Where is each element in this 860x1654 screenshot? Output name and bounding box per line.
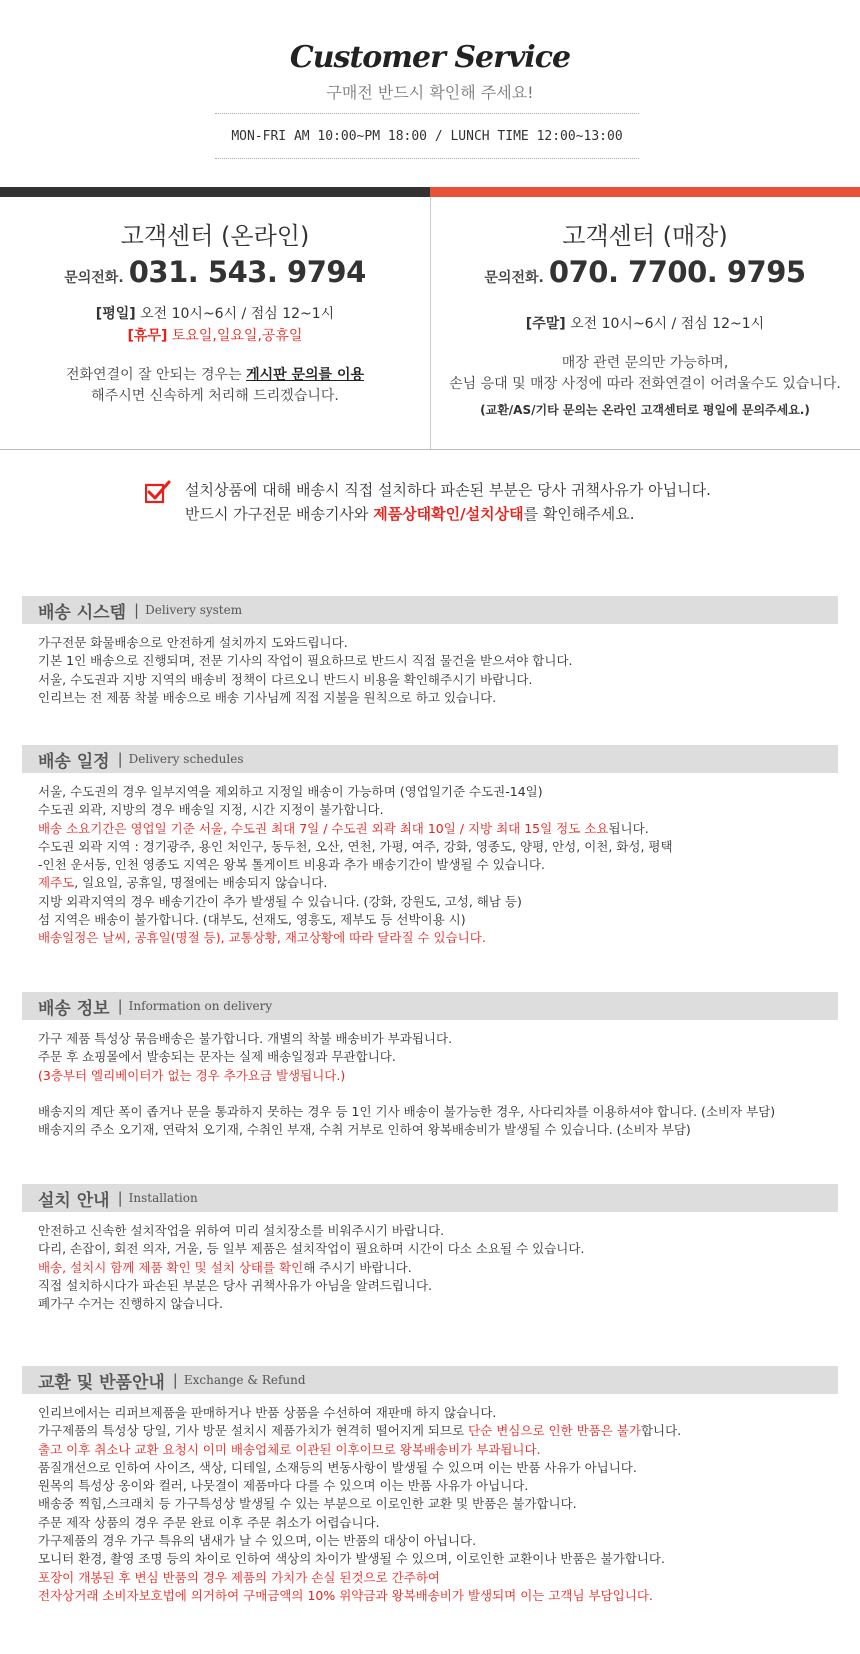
- body-line: 서울, 수도권의 경우 일부지역을 제외하고 지정일 배송이 가능하며 (영업일기준 수도권-14일): [38, 784, 543, 799]
- body-line: 주문 후 쇼핑몰에서 발송되는 문자는 실제 배송일정과 무관합니다.: [38, 1049, 396, 1065]
- section-divider: [0, 449, 860, 450]
- body-highlight: 배송 소요기간은 영업일 기준 서울, 수도권 최대 7일 / 수도권 외곽 최대 10일 / 지방 최대 15일 정도 소요: [38, 820, 609, 836]
- installation-section: [22, 1184, 838, 1313]
- section-title-ko: 배송 시스템: [38, 602, 127, 623]
- section-title-ko: 설치 안내: [38, 1190, 110, 1211]
- body-line: 출고 이후 취소나 교환 요청시 이미 배송업체로 이관된 이후이므로 왕복배송비가 부과됩니다.: [38, 1441, 541, 1457]
- section-body: [22, 624, 838, 707]
- online-center-title: 고객센터 (온라인): [120, 222, 310, 250]
- notice-text: 를 확인해주세요.: [523, 505, 635, 523]
- checkbox-check-icon: [145, 480, 171, 504]
- body-highlight: 단순 변심으로 인한 반품은 불가: [468, 1423, 641, 1439]
- section-title-ko: 배송 일정: [38, 751, 110, 772]
- body-line: 폐가구 수거는 진행하지 않습니다.: [38, 1296, 223, 1312]
- notice-text: 반드시 가구전문 배송기사와: [185, 505, 374, 523]
- body-line: 섬 지역은 배송이 불가합니다. (대부도, 선재도, 영흥도, 제부도 등 선박이용 시): [38, 912, 466, 928]
- delivery-system-section: [22, 596, 838, 707]
- phone-number: 031. 543. 9794: [128, 255, 366, 289]
- body-text: 됩니다.: [608, 820, 649, 836]
- section-title-ko: 교환 및 반품안내: [38, 1372, 165, 1393]
- installation-notice: [145, 478, 765, 526]
- phone-label: 문의전화.: [484, 270, 544, 286]
- section-title-separator: |: [117, 750, 123, 768]
- section-title-en: Delivery system: [145, 603, 243, 617]
- section-title-en: Exchange & Refund: [183, 1373, 306, 1387]
- body-line: [38, 874, 838, 892]
- exchange-refund-section: [22, 1366, 838, 1605]
- body-line: 서울, 수도권과 지방 지역의 배송비 정책이 다르오니 반드시 비용을 확인해주시기 바랍니다.: [38, 671, 533, 687]
- divider-bar-dark: [0, 187, 430, 197]
- section-header: [22, 1366, 838, 1394]
- body-line: 수도권 외곽, 지방의 경우 배송일 지정, 시간 지정이 불가합니다.: [38, 802, 384, 818]
- store-center-phone: [430, 255, 860, 289]
- note-text-2: 해주시면 신속하게 처리해 드리겠습니다.: [91, 388, 339, 404]
- section-title-en: Delivery schedules: [128, 752, 244, 766]
- store-center-panel: [430, 197, 860, 418]
- holiday-info: [0, 325, 430, 345]
- weekday-hours: [0, 303, 430, 323]
- body-line: 인리브에서는 리퍼브제품을 판매하거나 반품 상품을 수선하여 재판매 하지 않습니다.: [38, 1405, 497, 1420]
- section-body: [22, 1394, 838, 1605]
- delivery-schedule-section: [22, 745, 838, 948]
- section-header: [22, 596, 838, 624]
- body-line: 직접 설치하시다가 파손된 부분은 당사 귀책사유가 아님을 알려드립니다.: [38, 1277, 433, 1293]
- online-center-panel: [0, 197, 430, 407]
- body-line: 가구 제품 특성상 묶음배송은 불가합니다. 개별의 착불 배송비가 부과됩니다.: [38, 1031, 453, 1046]
- business-hours-text: MON-FRI AM 10:00~PM 18:00 / LUNCH TIME 12:00~13:00: [231, 128, 623, 144]
- body-line: (3층부터 엘리베이터가 없는 경우 추가요금 발생됩니다.): [38, 1067, 346, 1083]
- body-line: 포장이 개봉된 후 변심 반품의 경우 제품의 가치가 손실 된것으로 간주하여: [38, 1569, 440, 1585]
- note-text: 전화연결이 잘 안되는 경우는: [65, 367, 247, 383]
- body-line: 모니터 환경, 촬영 조명 등의 차이로 인하여 색상의 차이가 발생될 수 있으며, 이로인한 교환이나 반품은 불가합니다.: [38, 1551, 665, 1567]
- body-line: 다리, 손잡이, 회전 의자, 거울, 등 일부 제품은 설치작업이 필요하며 시간이 다소 소요될 수 있습니다.: [38, 1241, 585, 1257]
- section-title-en: Information on delivery: [128, 999, 273, 1013]
- online-center-phone: [0, 255, 430, 289]
- section-body: [22, 1212, 838, 1313]
- body-highlight: 제주도: [38, 875, 75, 891]
- body-text: 합니다.: [640, 1423, 682, 1439]
- spacer: [38, 1085, 838, 1103]
- weekend-hours-text: 오전 10시~6시 / 점심 12~1시: [570, 316, 765, 332]
- body-line: 수도권 외곽 지역 : 경기광주, 용인 처인구, 동두천, 오산, 연천, 가평, 여주, 강화, 영종도, 양평, 안성, 이천, 화성, 평택: [38, 838, 673, 854]
- section-title-separator: |: [117, 997, 123, 1015]
- notice-line-1: 설치상품에 대해 배송시 직접 설치하다 파손된 부분은 당사 귀책사유가 아닙니다.: [185, 481, 711, 499]
- body-line: 기본 1인 배송으로 진행되며, 전문 기사의 작업이 필요하므로 반드시 직접 물건을 받으셔야 합니다.: [38, 653, 573, 669]
- board-inquiry-link[interactable]: 게시판 문의를 이용: [246, 367, 365, 383]
- body-text: 가구제품의 특성상 당일, 기사 방문 설치시 제품가치가 현격히 떨어지게 되므로: [38, 1423, 469, 1439]
- note-text-2: 손님 응대 및 매장 사정에 따라 전화연결이 어려울수도 있습니다.: [449, 376, 841, 392]
- weekend-tag: [주말]: [525, 316, 566, 332]
- online-center-note: [0, 365, 430, 407]
- body-text: , 일요일, 공휴일, 명절에는 배송되지 않습니다.: [74, 875, 328, 891]
- section-body: [22, 773, 838, 948]
- body-line: 가구전문 화물배송으로 안전하게 설치까지 도와드립니다.: [38, 635, 348, 650]
- section-title-en: Installation: [128, 1191, 198, 1205]
- body-line: 배송지의 계단 폭이 좁거나 문을 통과하지 못하는 경우 등 1인 기사 배송이 불가능한 경우, 사다리차를 이용하셔야 합니다. (소비자 부담): [38, 1103, 776, 1119]
- body-line: [38, 1422, 838, 1440]
- body-line: [38, 820, 838, 838]
- section-header: [22, 1184, 838, 1212]
- body-line: 배송일정은 날씨, 공휴일(명절 등), 교통상황, 재고상황에 따라 달라질 수 있습니다.: [38, 930, 486, 946]
- body-line: 전자상거래 소비자보호법에 의거하여 구매금액의 10% 위약금과 왕복배송비가 발생되며 이는 고객님 부담입니다.: [38, 1587, 653, 1603]
- weekend-hours: [430, 313, 860, 333]
- notice-highlight: 제품상태확인/설치상태: [373, 505, 524, 523]
- body-line: -인천 운서동, 인천 영종도 지역은 왕복 톨게이트 비용과 추가 배송기간이 발생될 수 있습니다.: [38, 857, 545, 873]
- note-text-1: 매장 관련 문의만 가능하며,: [561, 355, 729, 371]
- business-hours: [215, 113, 639, 159]
- body-line: 안전하고 신속한 설치작업을 위하여 미리 설치장소를 비워주시기 바랍니다.: [38, 1223, 445, 1238]
- store-center-title: 고객센터 (매장): [562, 222, 728, 250]
- holiday-tag: [휴무]: [127, 328, 168, 344]
- body-highlight: 배송, 설치시 함께 제품 확인 및 설치 상태를 확인: [38, 1259, 304, 1275]
- delivery-info-section: [22, 992, 838, 1139]
- holiday-days: 토요일,일요일,공휴일: [171, 328, 303, 344]
- body-line: 지방 외곽지역의 경우 배송기간이 추가 발생될 수 있습니다. (강화, 강원도, 고성, 해남 등): [38, 893, 522, 909]
- phone-number: 070. 7700. 9795: [548, 255, 806, 289]
- notice-line-2: [185, 502, 765, 526]
- body-line: 원목의 특성상 옹이와 컬러, 나뭇결이 제품마다 다를 수 있으며 이는 반품 사유가 아닙니다.: [38, 1478, 529, 1494]
- weekday-hours-text: 오전 10시~6시 / 점심 12~1시: [140, 306, 335, 322]
- body-line: 배송중 찍힘,스크래치 등 가구특성상 발생될 수 있는 부분으로 이로인한 교환 및 반품은 불가합니다.: [38, 1496, 577, 1512]
- divider-bar-red: [430, 187, 860, 197]
- section-header: [22, 745, 838, 773]
- section-title-ko: 배송 정보: [38, 998, 110, 1019]
- weekday-tag: [평일]: [95, 306, 136, 322]
- section-title-separator: |: [134, 601, 140, 619]
- body-text: 해 주시기 바랍니다.: [303, 1259, 412, 1275]
- store-center-small-note: (교환/AS/기타 문의는 온라인 고객센터로 평일에 문의주세요.): [480, 403, 810, 417]
- section-title-separator: |: [172, 1371, 178, 1389]
- page-subtitle: 구매전 반드시 확인해 주세요!: [326, 83, 534, 102]
- section-header: [22, 992, 838, 1020]
- body-line: 주문 제작 상품의 경우 주문 완료 이후 주문 취소가 어렵습니다.: [38, 1514, 380, 1530]
- body-line: 품질개선으로 인하여 사이즈, 색상, 디테일, 소재등의 변동사항이 발생될 수 있으며 이는 반품 사유가 아닙니다.: [38, 1459, 637, 1475]
- section-title-separator: |: [117, 1189, 123, 1207]
- page-title: Customer Service: [289, 40, 571, 75]
- body-line: 가구제품의 경우 가구 특유의 냄새가 날 수 있으며, 이는 반품의 대상이 아닙니다.: [38, 1533, 477, 1549]
- section-body: [22, 1020, 838, 1139]
- body-line: [38, 1259, 838, 1277]
- phone-label: 문의전화.: [64, 270, 124, 286]
- body-line: 배송지의 주소 오기재, 연락처 오기재, 수취인 부재, 수취 거부로 인하여 왕복배송비가 발생될 수 있습니다. (소비자 부담): [38, 1122, 691, 1138]
- body-line: 인리브는 전 제품 착불 배송으로 배송 기사님께 직접 지불을 원칙으로 하고 있습니다.: [38, 689, 497, 705]
- store-center-note: [430, 353, 860, 395]
